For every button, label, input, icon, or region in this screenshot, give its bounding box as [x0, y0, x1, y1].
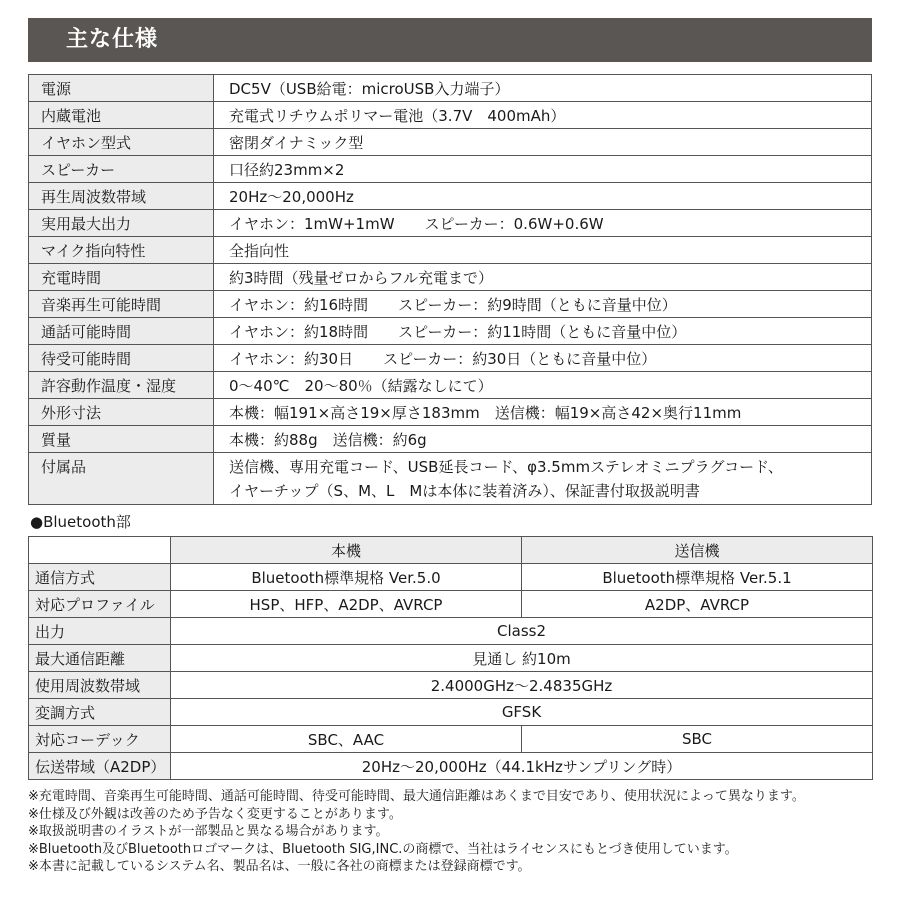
bluetooth-section-title: ●Bluetooth部 — [30, 513, 131, 531]
spec-label: 音楽再生可能時間 — [29, 291, 214, 318]
spec-value: イヤホン：1mW+1mW スピーカー：0.6W+0.6W — [214, 210, 872, 237]
bt-shared-value: GFSK — [171, 699, 873, 726]
spec-label: 充電時間 — [29, 264, 214, 291]
spec-value: 20Hz〜20,000Hz — [214, 183, 872, 210]
spec-value-line: イヤーチップ（S、M、L Mは本体に装着済み）、保証書付取扱説明書 — [229, 481, 700, 500]
bt-label: 伝送帯域（A2DP） — [29, 753, 171, 780]
spec-value: イヤホン：約30日 スピーカー：約30日（ともに音量中位） — [214, 345, 872, 372]
table-row — [29, 426, 872, 453]
bt-main-value: HSP、HFP、A2DP、AVRCP — [171, 591, 522, 618]
table-row — [29, 345, 872, 372]
spec-label: 電源 — [29, 75, 214, 102]
spec-value: イヤホン：約16時間 スピーカー：約9時間（ともに音量中位） — [214, 291, 872, 318]
bt-shared-value: 20Hz〜20,000Hz（44.1kHzサンプリング時） — [171, 753, 873, 780]
table-row — [29, 564, 873, 591]
table-row — [29, 210, 872, 237]
spec-label: スピーカー — [29, 156, 214, 183]
table-row — [29, 591, 873, 618]
spec-value-line: 送信機、専用充電コード、USB延長コード、φ3.5mmステレオミニプラグコード、 — [229, 457, 783, 476]
table-row — [29, 291, 872, 318]
table-row — [29, 129, 872, 156]
spec-table — [28, 74, 872, 505]
table-row — [29, 156, 872, 183]
spec-value: 密閉ダイナミック型 — [214, 129, 872, 156]
spec-value: 全指向性 — [214, 237, 872, 264]
section-header — [28, 18, 872, 62]
spec-label: 通話可能時間 — [29, 318, 214, 345]
col-header-main: 本機 — [171, 537, 522, 564]
spec-label: 質量 — [29, 426, 214, 453]
table-header-row — [29, 537, 873, 564]
spec-label: 再生周波数帯域 — [29, 183, 214, 210]
bt-shared-value: 2.4000GHz〜2.4835GHz — [171, 672, 873, 699]
footnote: ※仕様及び外観は改善のため予告なく変更することがあります。 — [28, 806, 402, 822]
spec-label: マイク指向特性 — [29, 237, 214, 264]
spec-value: 本機：約88g 送信機：約6g — [214, 426, 872, 453]
bt-tx-value: SBC — [522, 726, 873, 753]
table-row — [29, 183, 872, 210]
bt-shared-value: 見通し 約10m — [171, 645, 873, 672]
spec-label: 許容動作温度・湿度 — [29, 372, 214, 399]
spec-value: 0〜40℃ 20〜80％（結露なしにて） — [214, 372, 872, 399]
bt-label: 出力 — [29, 618, 171, 645]
spec-label: 実用最大出力 — [29, 210, 214, 237]
bt-tx-value: Bluetooth標準規格 Ver.5.1 — [522, 564, 873, 591]
bt-main-value: Bluetooth標準規格 Ver.5.0 — [171, 564, 522, 591]
table-row — [29, 645, 873, 672]
bluetooth-table — [28, 536, 873, 780]
spec-value: 口径約23mm×2 — [214, 156, 872, 183]
col-header-tx: 送信機 — [522, 537, 873, 564]
table-row — [29, 75, 872, 102]
spec-value: DC5V（USB給電：microUSB入力端子） — [214, 75, 872, 102]
spec-label: 外形寸法 — [29, 399, 214, 426]
spec-value — [214, 453, 872, 505]
spec-value: 本機：幅191×高さ19×厚さ183mm 送信機：幅19×高さ42×奥行11mm — [214, 399, 872, 426]
bt-label: 対応コーデック — [29, 726, 171, 753]
table-row — [29, 453, 872, 505]
table-row — [29, 372, 872, 399]
footnote: ※取扱説明書のイラストが一部製品と異なる場合があります。 — [28, 824, 389, 839]
footnotes — [28, 788, 888, 876]
bt-label: 使用周波数帯域 — [29, 672, 171, 699]
page-title: 主な仕様 — [66, 27, 159, 52]
table-row — [29, 726, 873, 753]
table-row — [29, 237, 872, 264]
spec-label: 待受可能時間 — [29, 345, 214, 372]
bt-tx-value: A2DP、AVRCP — [522, 591, 873, 618]
bt-main-value: SBC、AAC — [171, 726, 522, 753]
spec-label: 付属品 — [29, 453, 214, 505]
footnote: ※Bluetooth及びBluetoothロゴマークは、Bluetooth SIG,INC.の商標で、当社はライセンスにもとづき使用しています。 — [28, 841, 738, 857]
table-row — [29, 102, 872, 129]
table-row — [29, 699, 873, 726]
table-row — [29, 318, 872, 345]
table-row — [29, 264, 872, 291]
spec-label: イヤホン型式 — [29, 129, 214, 156]
spec-value: イヤホン：約18時間 スピーカー：約11時間（ともに音量中位） — [214, 318, 872, 345]
spec-value: 約3時間（残量ゼロからフル充電まで） — [214, 264, 872, 291]
table-row — [29, 672, 873, 699]
bt-label: 変調方式 — [29, 699, 171, 726]
bt-label: 通信方式 — [29, 564, 171, 591]
bt-shared-value: Class2 — [171, 618, 873, 645]
spec-value: 充電式リチウムポリマー電池（3.7V 400mAh） — [214, 102, 872, 129]
bt-label: 最大通信距離 — [29, 645, 171, 672]
spec-label: 内蔵電池 — [29, 102, 214, 129]
table-row — [29, 753, 873, 780]
table-row — [29, 399, 872, 426]
table-row — [29, 618, 873, 645]
footnote: ※充電時間、音楽再生可能時間、通話可能時間、待受可能時間、最大通信距離はあくまで目安であり、使用状況によって異なります。 — [28, 789, 805, 804]
bt-label: 対応プロファイル — [29, 591, 171, 618]
footnote: ※本書に記載しているシステム名、製品名は、一般に各社の商標または登録商標です。 — [28, 859, 531, 874]
header-blank-cell — [29, 537, 171, 564]
